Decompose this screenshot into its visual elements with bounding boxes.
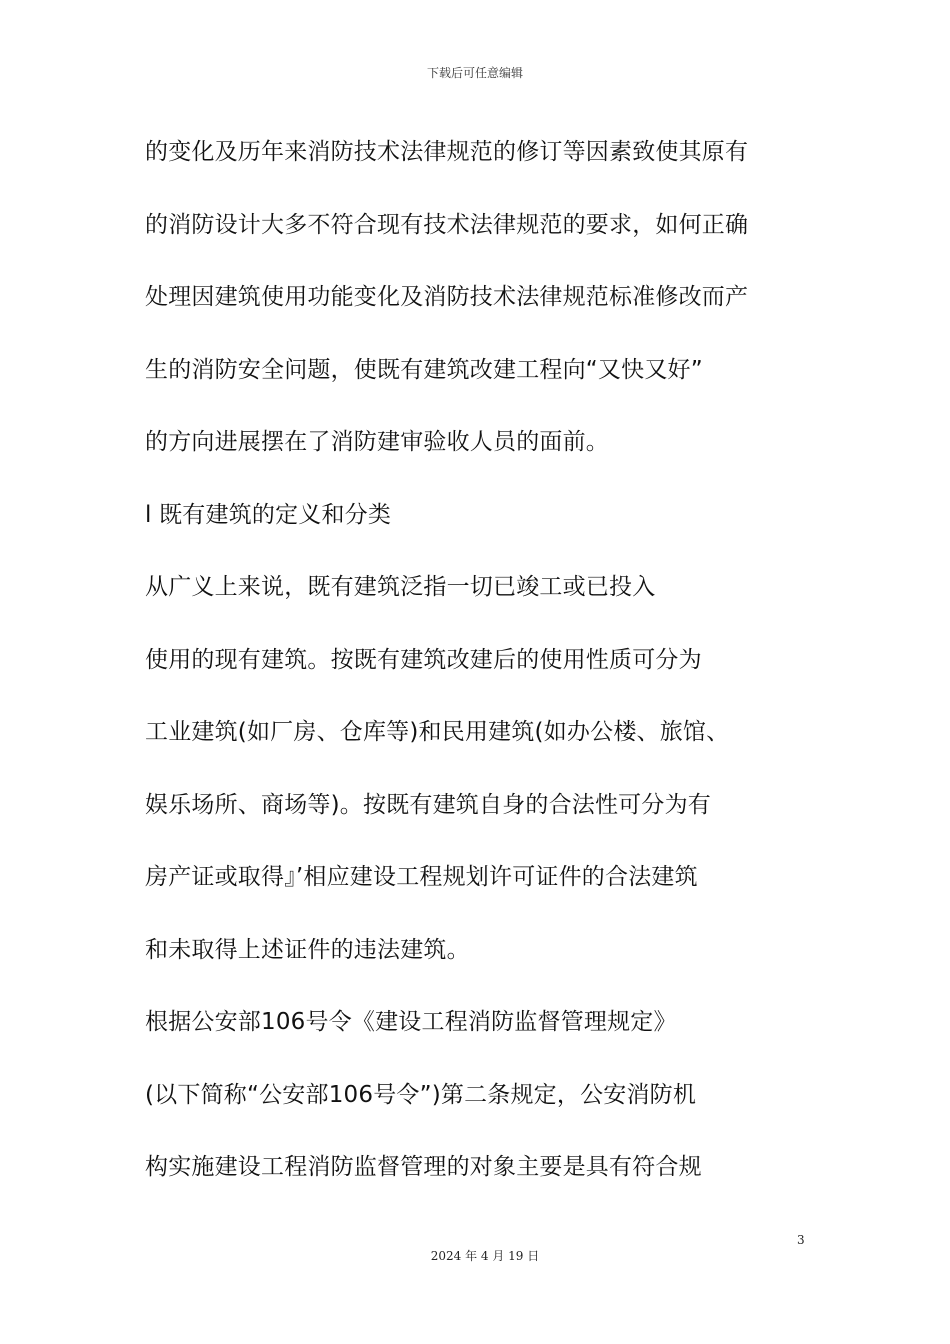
document-body bbox=[145, 130, 785, 1218]
page-number: 3 bbox=[797, 1233, 805, 1247]
page-header: 下载后可任意编辑 bbox=[426, 66, 523, 80]
body-line: 根据公安部106号令《建设工程消防监督管理规定》 bbox=[145, 1009, 677, 1035]
body-line: (以下简称“公安部106号令”)第二条规定，公安消防机 bbox=[145, 1081, 697, 1108]
body-line: 从广义上来说，既有建筑泛指一切已竣工或已投入 bbox=[145, 574, 656, 600]
body-line: 处理因建筑使用功能变化及消防技术法律规范标准修改而产 bbox=[145, 284, 749, 310]
body-line: 房产证或取得』’相应建设工程规划许可证件的合法建筑 bbox=[145, 864, 698, 890]
body-line: 构实施建设工程消防监督管理的对象主要是具有符合规 bbox=[145, 1154, 702, 1180]
page-footer-date: 2024 年 4 月 19 日 bbox=[430, 1249, 540, 1263]
body-line: 的消防设计大多不符合现有技术法律规范的要求，如何正确 bbox=[145, 211, 749, 238]
body-line: 的方向进展摆在了消防建审验收人员的面前。 bbox=[145, 429, 609, 455]
body-line: 和未取得上述证件的违法建筑。 bbox=[145, 936, 470, 963]
body-line: 娱乐场所、商场等)。按既有建筑自身的合法性可分为有 bbox=[145, 791, 711, 818]
body-line: 生的消防安全问题，使既有建筑改建工程向“又快又好” bbox=[145, 356, 703, 383]
body-line: 工业建筑(如厂房、仓库等)和民用建筑(如办公楼、旅馆、 bbox=[145, 719, 730, 745]
body-line: 使用的现有建筑。按既有建筑改建后的使用性质可分为 bbox=[145, 646, 702, 673]
section-heading: l 既有建筑的定义和分类 bbox=[145, 501, 392, 528]
body-line: 的变化及历年来消防技术法律规范的修订等因素致使其原有 bbox=[145, 139, 749, 165]
